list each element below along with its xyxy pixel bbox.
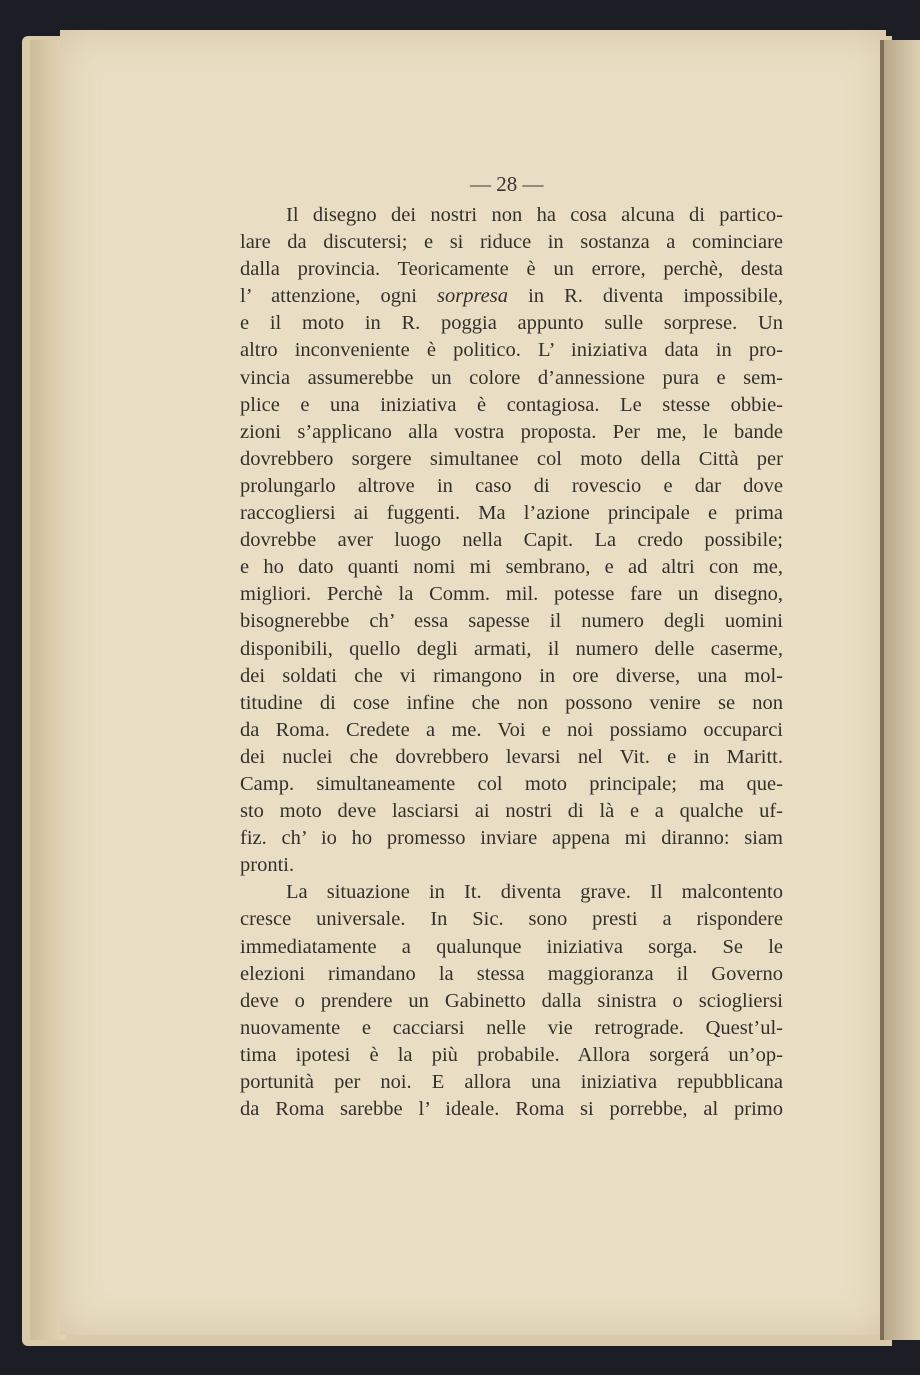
text-segment: l’ attenzione, ogni (240, 285, 437, 308)
text-segment: Camp. simultaneamente col moto principale; ma que- (240, 772, 783, 795)
text-segment: altro inconveniente è politico. L’ iniziativa data in pro- (240, 339, 783, 362)
text-line (240, 934, 783, 961)
text-line (240, 337, 783, 364)
text-line (240, 283, 783, 310)
text-line (240, 446, 783, 473)
text-segment: da Roma. Credete a me. Voi e noi possiamo occuparci (240, 718, 783, 741)
text-segment: bisognerebbe ch’ essa sapesse il numero degli uomini (240, 610, 783, 633)
text-line (240, 798, 783, 825)
text-segment: pronti. (240, 854, 295, 877)
text-line (240, 690, 783, 717)
text-segment: sto moto deve lasciarsi ai nostri di là e a qualche uf- (240, 800, 783, 823)
text-line (240, 608, 783, 635)
text-line (240, 581, 783, 608)
text-segment: e il moto in R. poggia appunto sulle sorprese. Un (240, 312, 783, 335)
text-segment: prolungarlo altrove in caso di rovescio e dar dove (240, 474, 783, 497)
facing-page-edge (884, 40, 920, 1340)
text-segment: da Roma sarebbe l’ ideale. Roma si porrebbe, al primo (240, 1098, 783, 1121)
text-segment: dei soldati che vi rimangono in ore diverse, una mol- (240, 664, 783, 687)
text-segment: immediatamente a qualunque iniziativa sorga. Se le (240, 935, 783, 958)
text-segment: titudine di cose infine che non possono venire se non (240, 691, 783, 714)
body-text (240, 202, 783, 1123)
text-line (240, 961, 783, 988)
text-line (240, 1096, 783, 1123)
text-segment: dei nuclei che dovrebbero levarsi nel Vit. e in Maritt. (240, 745, 783, 768)
text-line (240, 202, 783, 229)
text-segment: zioni s’applicano alla vostra proposta. Per me, le bande (240, 420, 783, 443)
text-segment: in R. diventa impossibile, (508, 285, 783, 308)
text-line (240, 1042, 783, 1069)
text-line (240, 744, 783, 771)
text-segment: disponibili, quello degli armati, il numero delle caserme, (240, 637, 783, 660)
text-segment: tima ipotesi è la più probabile. Allora sorgerá un’op- (240, 1043, 783, 1066)
text-line (240, 1015, 783, 1042)
text-line (240, 852, 783, 879)
text-line (240, 419, 783, 446)
text-line (240, 473, 783, 500)
text-segment: dovrebbero sorgere simultanee col moto della Città per (240, 447, 783, 470)
text-line (240, 717, 783, 744)
paragraph (240, 879, 783, 1123)
text-segment: raccogliersi ai fuggenti. Ma l’azione principale e prima (240, 502, 783, 525)
text-segment: dalla provincia. Teoricamente è un errore, perchè, desta (240, 258, 783, 281)
text-line (240, 310, 783, 337)
text-line (240, 906, 783, 933)
text-line (240, 771, 783, 798)
text-segment: dovrebbe aver luogo nella Capit. La credo possibile; (240, 529, 783, 552)
text-line (240, 1069, 783, 1096)
paragraph (240, 202, 783, 879)
text-segment: migliori. Perchè la Comm. mil. potesse fare un disegno, (240, 583, 783, 606)
text-line (240, 663, 783, 690)
text-segment: cresce universale. In Sic. sono presti a rispondere (240, 908, 783, 931)
text-line (240, 988, 783, 1015)
text-line (240, 256, 783, 283)
text-line (240, 229, 783, 256)
text-line (240, 392, 783, 419)
italic-text: sorpresa (437, 285, 508, 308)
text-segment: elezioni rimandano la stessa maggioranza il Governo (240, 962, 783, 985)
text-line (240, 636, 783, 663)
text-line (240, 365, 783, 392)
text-segment: e ho dato quanti nomi mi sembrano, e ad altri con me, (240, 556, 783, 579)
text-line (240, 554, 783, 581)
text-segment: portunità per noi. E allora una iniziativa repubblicana (240, 1071, 783, 1093)
text-segment: Il disegno dei nostri non ha cosa alcuna di partico- (286, 204, 783, 226)
page-number: — 28 — (470, 172, 544, 196)
text-segment: plice e una iniziativa è contagiosa. Le stesse obbie- (240, 393, 783, 416)
text-segment: vincia assumerebbe un colore d’annessione pura e sem- (240, 366, 783, 389)
text-segment: deve o prendere un Gabinetto dalla sinistra o sciogliersi (240, 989, 783, 1012)
text-line (240, 825, 783, 852)
text-line (240, 879, 783, 906)
text-segment: fiz. ch’ io ho promesso inviare appena mi diranno: siam (240, 827, 783, 850)
text-segment: nuovamente e cacciarsi nelle vie retrograde. Quest’ul- (240, 1016, 783, 1039)
text-segment: lare da discutersi; e si riduce in sostanza a cominciare (240, 231, 783, 254)
text-line (240, 500, 783, 527)
text-line (240, 527, 783, 554)
text-segment: La situazione in It. diventa grave. Il malcontento (286, 881, 783, 904)
